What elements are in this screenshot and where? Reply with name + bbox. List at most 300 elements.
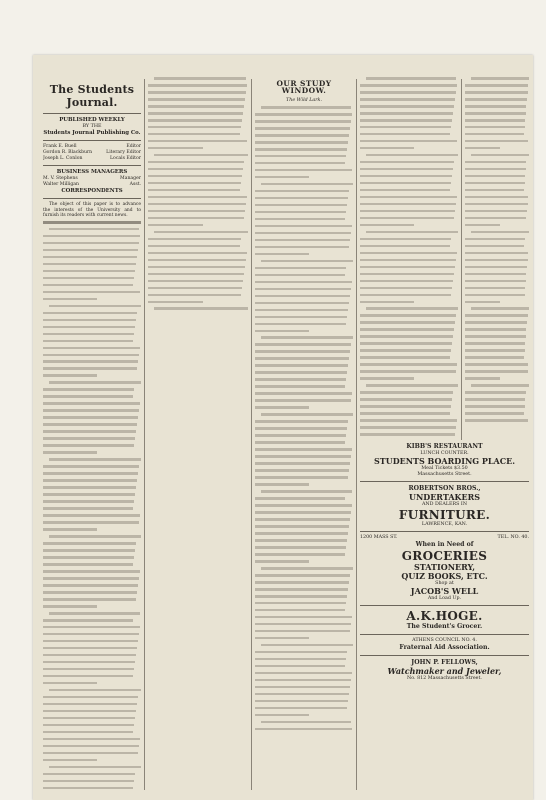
ad-kibbs: KIBB'S RESTAURANT LUNCH COUNTER. STUDENTS BOARDING PLACE. Meal Tickets $3.50 Massachusetts Street. (360, 440, 529, 482)
text-line (255, 504, 352, 507)
text-line (43, 423, 137, 426)
text-line (255, 693, 349, 696)
text-line (255, 560, 309, 563)
text-line (261, 644, 353, 647)
column-3-body (255, 106, 353, 730)
text-line (465, 189, 524, 192)
text-line (465, 196, 528, 199)
text-line (148, 203, 246, 206)
text-line (43, 675, 133, 678)
text-line (360, 182, 451, 185)
text-line (255, 595, 347, 598)
text-line (148, 266, 245, 269)
text-line (255, 427, 347, 430)
text-line (465, 363, 528, 366)
column-1-body (43, 228, 141, 792)
text-line (255, 686, 350, 689)
text-line (465, 224, 500, 227)
text-line (255, 511, 351, 514)
text-line (43, 402, 140, 405)
text-line (255, 546, 346, 549)
text-line (43, 710, 136, 713)
text-line (255, 483, 309, 486)
text-line (43, 745, 139, 748)
text-line (43, 787, 133, 790)
text-line (43, 640, 138, 643)
text-line (49, 612, 140, 615)
text-line (465, 335, 526, 338)
text-line (360, 377, 414, 380)
newspaper-page (33, 55, 533, 800)
text-line (261, 721, 351, 724)
text-line (465, 259, 528, 262)
column-1 (43, 77, 141, 792)
text-line (148, 301, 203, 304)
text-line (148, 168, 243, 171)
text-line (148, 140, 247, 143)
text-line (255, 392, 352, 395)
text-line (148, 273, 244, 276)
text-line (465, 175, 525, 178)
text-line (360, 426, 456, 429)
text-line (261, 413, 353, 416)
text-line (471, 231, 529, 234)
text-line (148, 119, 242, 122)
text-line (43, 633, 139, 636)
text-line (255, 302, 349, 305)
text-line (465, 119, 525, 122)
text-line (471, 307, 529, 310)
text-line (255, 190, 349, 193)
text-line (465, 314, 528, 317)
text-line (255, 623, 351, 626)
text-line (465, 405, 525, 408)
text-line (360, 405, 451, 408)
text-line (148, 175, 242, 178)
text-line (43, 242, 139, 245)
text-line (49, 381, 141, 384)
text-line (255, 127, 350, 130)
terms-text: The object of this paper is to advance the interests of the University and to furnish its readers with current news. (43, 202, 141, 219)
text-line (43, 556, 134, 559)
text-line (465, 91, 528, 94)
text-line (43, 780, 134, 783)
text-line (43, 577, 139, 580)
text-line (148, 133, 240, 136)
text-line (465, 126, 525, 129)
text-line (360, 161, 454, 164)
text-line (148, 126, 241, 129)
text-line (261, 567, 353, 570)
text-line (366, 231, 458, 234)
text-line (465, 112, 526, 115)
text-line (255, 448, 352, 451)
publisher-name: Students Journal Publishing Co. (43, 130, 141, 136)
text-line (255, 651, 347, 654)
text-line (465, 203, 528, 206)
column-5-body (465, 77, 529, 422)
text-line (255, 197, 348, 200)
text-line (43, 493, 135, 496)
text-line (49, 305, 141, 308)
text-line (255, 728, 352, 731)
text-line (255, 602, 346, 605)
column-2-top-body (148, 77, 248, 310)
text-line (255, 539, 347, 542)
text-line (465, 391, 526, 394)
text-line (255, 330, 309, 333)
text-line (43, 570, 140, 573)
study-window-heading: OUR STUDY WINDOW. (276, 79, 332, 95)
ad-fellows: JOHN P. FELLOWS, Watchmaker and Jeweler, No. 812 Massachusetts Street. (387, 659, 502, 681)
text-line (148, 161, 244, 164)
text-line (360, 349, 451, 352)
text-line (360, 245, 450, 248)
text-line (255, 232, 351, 235)
text-line (255, 420, 348, 423)
text-line (465, 301, 500, 304)
text-line (43, 326, 135, 329)
text-line (465, 370, 528, 373)
text-line (255, 707, 347, 710)
text-line (360, 140, 457, 143)
text-line (43, 235, 140, 238)
text-line (255, 364, 348, 367)
text-line (465, 168, 526, 171)
text-line (43, 486, 136, 489)
text-line (360, 363, 457, 366)
text-line (43, 528, 97, 531)
text-line (148, 210, 245, 213)
text-line (255, 288, 351, 291)
text-line (255, 630, 350, 633)
text-line (43, 395, 133, 398)
text-line (465, 133, 524, 136)
text-line (148, 182, 241, 185)
ad-hoge: A.K.HOGE. The Student's Grocer. (360, 606, 529, 635)
text-line (43, 416, 138, 419)
text-line (255, 343, 351, 346)
text-line (360, 273, 454, 276)
text-line (255, 211, 346, 214)
text-line (465, 210, 527, 213)
text-line (360, 301, 414, 304)
text-line (43, 584, 138, 587)
text-line (43, 388, 134, 391)
text-line (255, 462, 350, 465)
ad-robertson: ROBERTSON BROS., UNDERTAKERS AND DEALERS IN FURNITURE. LAWRENCE, KAN. (360, 482, 529, 532)
text-line (49, 689, 141, 692)
text-line (43, 724, 134, 727)
text-line (360, 196, 457, 199)
text-line (255, 469, 349, 472)
text-line (43, 738, 140, 741)
text-line (255, 476, 348, 479)
text-line (255, 497, 345, 500)
text-line (43, 256, 137, 259)
text-line (360, 280, 453, 283)
text-line (465, 321, 527, 324)
text-line (43, 291, 140, 294)
text-line (43, 542, 136, 545)
ad-athens: ATHENS COUNCIL NO. 4. Fraternal Aid Association. (360, 635, 529, 656)
text-line (366, 307, 458, 310)
text-line (255, 225, 352, 228)
text-line (43, 465, 139, 468)
text-line (43, 514, 140, 517)
text-line (465, 287, 525, 290)
masthead-title: The Students Journal. (49, 83, 135, 109)
text-line (360, 147, 414, 150)
text-line (255, 316, 347, 319)
text-line (148, 112, 243, 115)
text-line (360, 189, 450, 192)
text-line (43, 354, 139, 357)
text-line (43, 263, 136, 266)
text-line (148, 196, 247, 199)
column-rule (356, 79, 357, 790)
text-line (360, 294, 451, 297)
text-line (465, 217, 526, 220)
text-line (360, 238, 451, 241)
text-line (360, 175, 452, 178)
text-line (148, 245, 240, 248)
text-line (148, 238, 241, 241)
text-line (465, 238, 525, 241)
text-line (360, 328, 454, 331)
text-line (43, 605, 97, 608)
column-rule (251, 79, 252, 790)
text-line (43, 717, 135, 720)
text-line (471, 154, 529, 157)
column-2 (148, 77, 248, 792)
text-line (43, 319, 136, 322)
text-line (43, 298, 97, 301)
text-line (360, 98, 455, 101)
text-line (255, 267, 346, 270)
wild-lark-subhead: The Wild Lark. (286, 98, 322, 103)
text-line (49, 228, 139, 231)
text-line (255, 169, 352, 172)
business-list: M. V. Stephens Manager Walter Milligan Asst. (43, 176, 141, 187)
text-line (43, 591, 137, 594)
text-line (360, 335, 453, 338)
text-line (255, 714, 309, 717)
text-line (360, 105, 454, 108)
text-line (43, 374, 97, 377)
text-line (255, 399, 351, 402)
text-line (360, 314, 456, 317)
text-line (360, 419, 457, 422)
text-line (43, 451, 97, 454)
text-line (255, 350, 350, 353)
text-line (360, 224, 414, 227)
text-line (465, 252, 528, 255)
text-line (465, 98, 527, 101)
text-line (465, 356, 524, 359)
text-line (261, 336, 353, 339)
text-line (43, 703, 137, 706)
text-line (148, 91, 246, 94)
text-line (360, 203, 456, 206)
text-line (360, 356, 450, 359)
text-line (360, 398, 452, 401)
text-line (255, 162, 345, 165)
text-line (360, 133, 450, 136)
text-line (148, 252, 247, 255)
text-line (255, 581, 349, 584)
text-line (360, 266, 455, 269)
text-line (43, 284, 133, 287)
text-line (465, 342, 525, 345)
text-line (148, 280, 243, 283)
text-line (255, 120, 351, 123)
text-line (255, 532, 348, 535)
text-line (154, 154, 248, 157)
text-line (255, 309, 348, 312)
text-line (43, 472, 138, 475)
by-line: BY THE (82, 124, 102, 129)
text-line (360, 287, 452, 290)
text-line (49, 535, 141, 538)
text-line (255, 378, 346, 381)
text-line (465, 328, 526, 331)
text-line (43, 521, 139, 524)
text-line (148, 287, 242, 290)
text-line (148, 84, 247, 87)
text-line (154, 307, 248, 310)
text-line (43, 409, 139, 412)
text-line (255, 295, 350, 298)
text-line (255, 574, 350, 577)
text-line (255, 141, 348, 144)
text-line (261, 260, 353, 263)
business-heading: BUSINESS MANAGERS (56, 169, 128, 175)
text-line (255, 281, 352, 284)
text-line (360, 252, 457, 255)
text-line (255, 553, 345, 556)
text-line (366, 384, 458, 387)
text-line (465, 140, 528, 143)
text-line (148, 189, 240, 192)
text-line (148, 294, 241, 297)
text-line (366, 77, 456, 80)
text-line (43, 668, 134, 671)
text-line (360, 433, 455, 436)
text-line (360, 168, 453, 171)
text-line (43, 563, 133, 566)
text-line (49, 458, 141, 461)
text-line (465, 419, 528, 422)
text-line (360, 412, 450, 415)
text-line (43, 249, 138, 252)
text-line (360, 321, 455, 324)
text-line (360, 217, 454, 220)
text-line (43, 270, 135, 273)
text-line (360, 91, 456, 94)
text-line (148, 147, 203, 150)
ads-block (360, 440, 529, 792)
text-line (43, 367, 137, 370)
text-line (43, 661, 135, 664)
text-line (465, 377, 500, 380)
text-line (471, 384, 529, 387)
text-line (255, 274, 345, 277)
text-line (148, 224, 203, 227)
text-line (154, 231, 248, 234)
text-line (465, 245, 524, 248)
text-line (154, 77, 246, 80)
text-line (261, 490, 352, 493)
text-line (43, 340, 133, 343)
text-line (465, 349, 525, 352)
text-line (43, 444, 134, 447)
text-line (360, 391, 453, 394)
text-line (148, 105, 244, 108)
text-line (43, 347, 140, 350)
text-line (255, 609, 345, 612)
text-line (360, 84, 457, 87)
text-line (360, 119, 452, 122)
text-line (255, 148, 347, 151)
text-line (465, 105, 526, 108)
text-line (255, 665, 345, 668)
text-line (255, 253, 309, 256)
text-line (255, 518, 350, 521)
text-line (261, 183, 353, 186)
column-rule (144, 79, 145, 790)
text-line (148, 259, 246, 262)
text-line (255, 441, 345, 444)
text-line (261, 106, 351, 109)
text-line (148, 217, 244, 220)
text-line (255, 616, 352, 619)
text-line (465, 182, 525, 185)
text-line (43, 333, 134, 336)
text-line (255, 637, 309, 640)
text-line (255, 588, 348, 591)
text-line (43, 549, 135, 552)
text-line (255, 176, 309, 179)
column-3 (255, 77, 353, 792)
text-line (43, 682, 97, 685)
text-line (148, 98, 245, 101)
text-line (43, 360, 138, 363)
text-line (43, 647, 137, 650)
text-line (43, 500, 134, 503)
correspondents-heading: CORRESPONDENTS (61, 188, 123, 194)
text-line (255, 134, 349, 137)
text-line (43, 731, 133, 734)
text-line (465, 84, 528, 87)
text-line (49, 766, 141, 769)
text-line (360, 370, 456, 373)
text-line (255, 385, 345, 388)
text-line (43, 619, 133, 622)
text-line (255, 246, 349, 249)
text-line (465, 147, 500, 150)
text-line (43, 759, 97, 762)
text-line (255, 239, 350, 242)
text-line (360, 210, 455, 213)
text-line (43, 598, 136, 601)
text-line (43, 312, 137, 315)
text-line (255, 455, 351, 458)
text-line (360, 259, 456, 262)
text-line (360, 112, 453, 115)
text-line (43, 479, 137, 482)
text-line (255, 525, 349, 528)
